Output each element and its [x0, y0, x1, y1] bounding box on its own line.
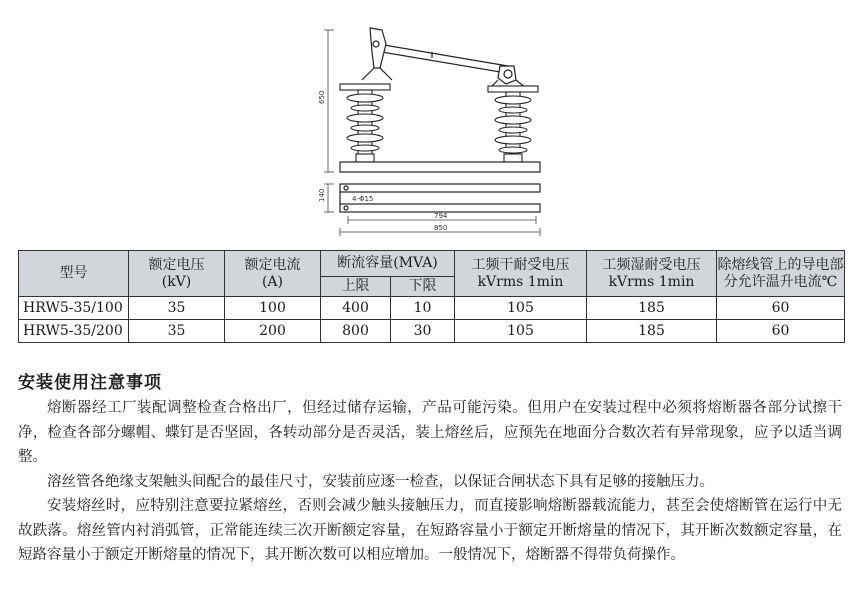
fuse-tube	[376, 44, 508, 73]
table-row	[19, 320, 845, 343]
cell-upper: 400	[321, 297, 391, 320]
header-lower-limit: 下限	[391, 277, 455, 297]
header-rated-voltage	[129, 251, 225, 297]
header-rated-current	[225, 251, 321, 297]
header-rated-voltage-unit: (kV)	[161, 273, 192, 290]
dim-side-label: 140	[318, 188, 326, 202]
cell-voltage: 35	[129, 320, 225, 343]
cell-dry: 105	[455, 297, 587, 320]
cell-current: 100	[225, 297, 321, 320]
header-temp-rise-line1: 除熔线管上的导电部	[717, 256, 844, 273]
header-rated-current-unit: (A)	[261, 273, 284, 290]
header-wet-withstand-label: 工频湿耐受电压	[602, 256, 701, 273]
cell-temp: 60	[717, 297, 845, 320]
cell-model: HRW5-35/100	[19, 297, 129, 320]
paragraph: 熔断器经工厂装配调整检查合格出厂，但经过储存运输，产品可能污染。但用户在安装过程中必须将熔断器各部分试擦干净，检查各部分螺帽、蝶钉是否坚固，各转动部分是否灵活，装上熔丝后，应预先在地面分合数次若有异常现象，应予以适当调整。	[18, 400, 842, 465]
dim-total-label: 850	[434, 224, 448, 232]
paragraph: 安装熔丝时，应特别注意要拉紧熔丝，否则会减少触头接触压力，而直接影响熔断器载流能力，甚至会使熔断管在运行中无故跌落。熔丝管内衬消弧管，正常能连续三次开断额定容量，在短路容量小于额定开断熔量的情况下，其开断次数额定容量，在短路容量小于额定开断熔量的情况下，其开断次数可以相应增加。一般情况下，熔断器不得带负荷操作。	[18, 498, 842, 563]
section-heading: 安装使用注意事项	[18, 373, 162, 393]
table-row	[19, 297, 845, 320]
dim-hole-label: 4-Φ15	[352, 195, 374, 203]
paragraph: 溶丝管各绝缘支架触头间配合的最佳尺寸，安装前应逐一检查，以保证合闸状态下具有足够的接触压力。	[47, 473, 714, 490]
cell-upper: 800	[321, 320, 391, 343]
cell-dry: 105	[455, 320, 587, 343]
dim-inner-label: 794	[434, 212, 448, 220]
right-insulator	[488, 86, 538, 162]
cell-wet: 185	[587, 297, 717, 320]
header-dry-withstand-label: 工频干耐受电压	[471, 256, 570, 273]
header-model: 型号	[19, 251, 129, 297]
cell-lower: 30	[391, 320, 455, 343]
header-dry-withstand-unit: kVrms 1min	[477, 273, 564, 290]
cell-lower: 10	[391, 297, 455, 320]
cell-model: HRW5-35/200	[19, 320, 129, 343]
cell-temp: 60	[717, 320, 845, 343]
left-contact	[370, 28, 386, 68]
dim-height-label: 650	[318, 90, 326, 104]
header-rated-current-label: 额定电流	[244, 256, 301, 273]
header-upper-limit: 上限	[321, 277, 391, 297]
header-dry-withstand	[455, 251, 587, 297]
fuse-technical-drawing	[300, 8, 560, 244]
cell-voltage: 35	[129, 297, 225, 320]
left-insulator	[340, 84, 390, 162]
header-wet-withstand-unit: kVrms 1min	[608, 273, 695, 290]
base-plate-side	[340, 162, 540, 172]
header-temp-rise	[717, 251, 845, 297]
header-breaking-capacity: 断流容量(MVA)	[321, 251, 455, 277]
cell-current: 200	[225, 320, 321, 343]
header-wet-withstand	[587, 251, 717, 297]
cell-wet: 185	[587, 320, 717, 343]
header-rated-voltage-label: 额定电压	[148, 256, 205, 273]
body-text	[18, 396, 842, 568]
right-contact	[498, 66, 516, 84]
spec-table	[18, 250, 845, 343]
header-temp-rise-line2: 分允许温升电流℃	[723, 273, 838, 290]
